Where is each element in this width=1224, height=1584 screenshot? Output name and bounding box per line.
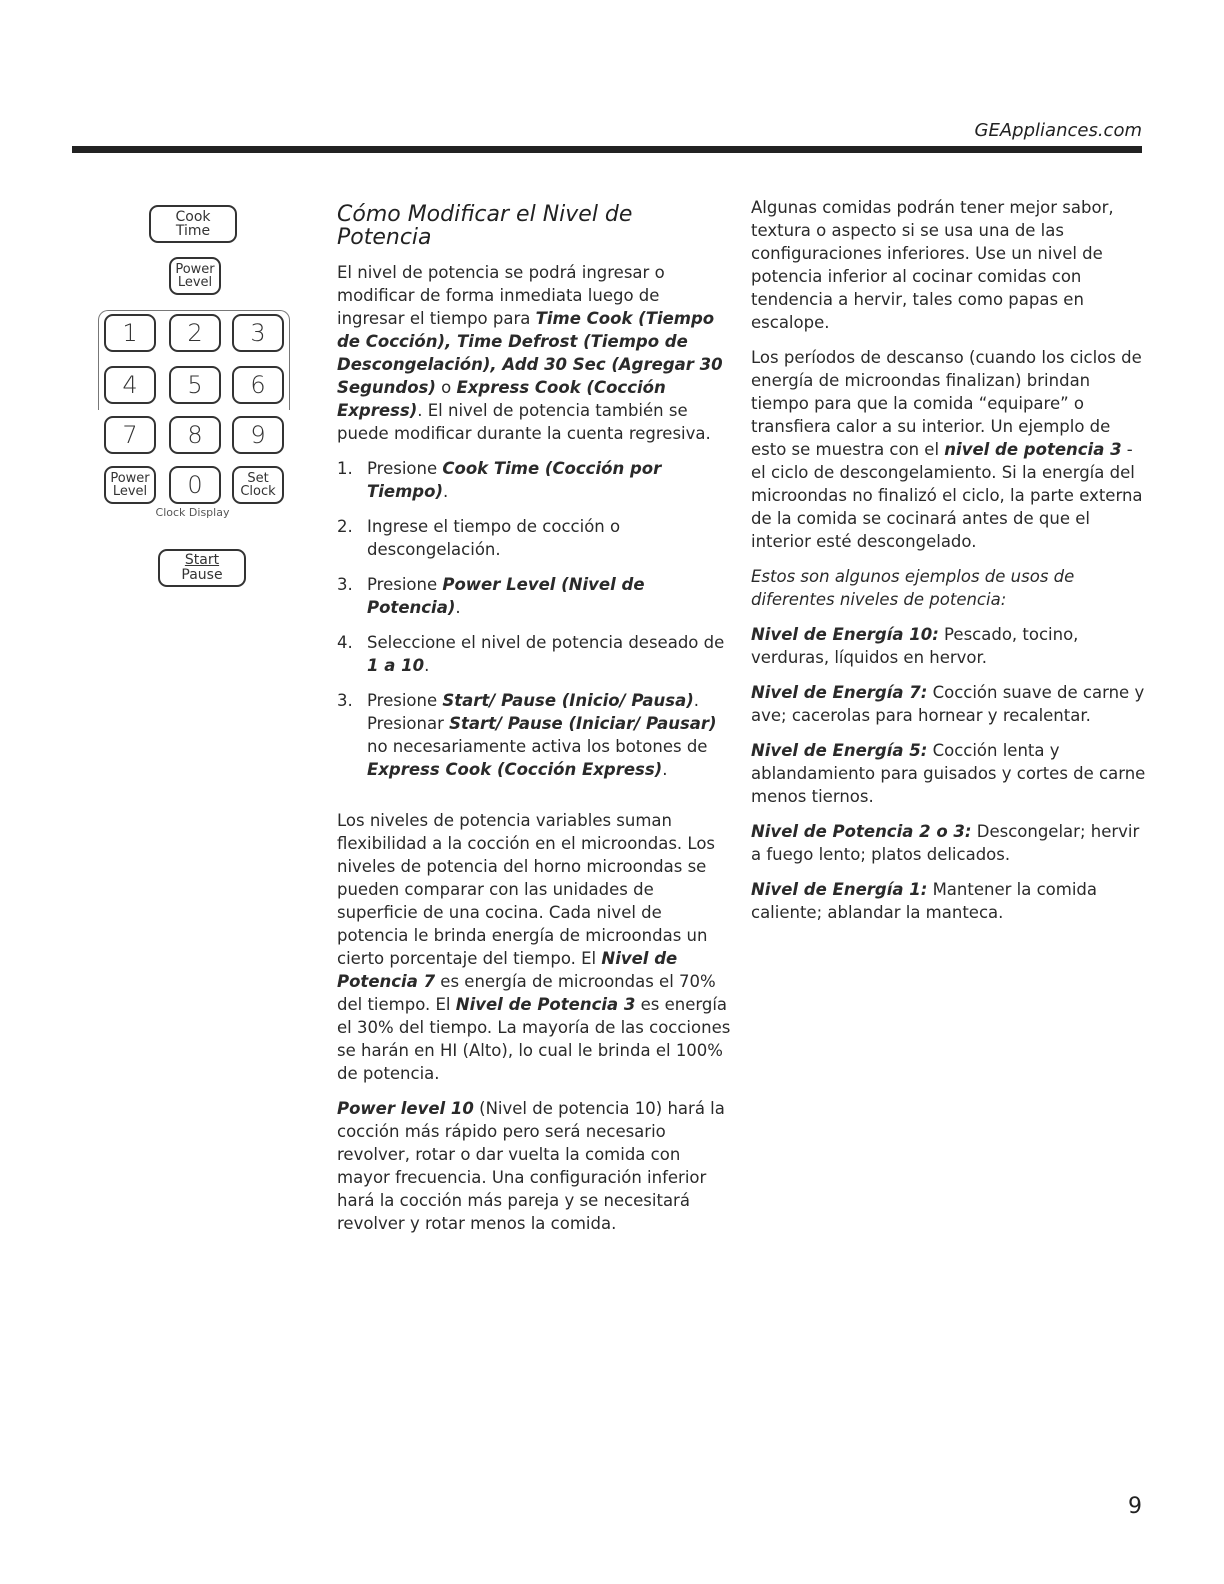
key-digit: 1 — [122, 319, 138, 347]
power-levels-paragraph: Los niveles de potencia variables suman flexibilidad a la cocción en el microondas. Los niveles de potencia del horno microondas se pueden comparar con las unidades de superficie de una cocina. Cada nivel de potencia le brinda energía de microondas un cierto porcentaje del tiempo. El Nivel de Potencia 7 es energía de microondas el 70% del tiempo. El Nivel de Potencia 3 es energía el 30% del tiempo. La mayoría de las cocciones se harán en HI (Alto), lo cual le brinda el 100% de potencia. — [337, 811, 731, 1083]
example-item: Nivel de Energía 1: Mantener la comida caliente; ablandar la manteca. — [751, 880, 1097, 922]
header-rule — [72, 146, 1142, 153]
example-item: Nivel de Potencia 2 o 3: Descongelar; hervir a fuego lento; platos delicados. — [751, 822, 1140, 864]
examples-intro: Estos son algunos ejemplos de usos de diferentes niveles de potencia: — [751, 567, 1075, 609]
key-label: Power — [175, 262, 215, 277]
digit-7-key — [104, 416, 156, 454]
power-level-key — [169, 257, 221, 295]
step-item: 3. Presione Start/ Pause (Inicio/ Pausa). Presionar Start/ Pause (Iniciar/ Pausar) no necesariamente activa los botones de Express Cook (Cocción Express). — [337, 691, 717, 779]
digit-4-key — [104, 366, 156, 404]
digit-2-key — [169, 314, 221, 352]
digit-8-key — [169, 416, 221, 454]
step-item: 2. Ingrese el tiempo de cocción o descongelación. — [337, 517, 621, 559]
key-digit: 6 — [250, 371, 266, 399]
example-item: Nivel de Energía 10: Pescado, tocino, verduras, líquidos en hervor. — [751, 625, 1079, 667]
lower-settings-paragraph: Algunas comidas podrán tener mejor sabor, textura o aspecto si se usa una de las configuraciones inferiores. Use un nivel de potencia inferior al cocinar comidas con tendencia a hervir, tales como papas en escalope. — [751, 198, 1114, 332]
key-label: Set — [247, 471, 269, 486]
example-item: Nivel de Energía 5: Cocción lenta y ablandamiento para guisados y cortes de carne menos tiernos. — [751, 741, 1146, 806]
key-label: Start — [184, 552, 220, 569]
key-label: Power — [110, 471, 150, 486]
page-number: 9 — [1128, 1494, 1142, 1519]
key-digit: 4 — [122, 371, 138, 399]
cook-time-key — [149, 205, 237, 243]
example-item: Nivel de Energía 7: Cocción suave de carne y ave; cacerolas para hornear y recalentar. — [751, 683, 1145, 725]
left-column — [337, 203, 732, 1247]
key-label: Clock — [240, 484, 276, 499]
digit-3-key — [232, 314, 284, 352]
key-digit: 8 — [187, 421, 203, 449]
steps-list — [337, 457, 732, 781]
key-label: Level — [177, 275, 213, 290]
digit-1-key — [104, 314, 156, 352]
digit-5-key — [169, 366, 221, 404]
key-digit: 9 — [250, 421, 266, 449]
section-title: Cómo Modificar el Nivel de Potencia — [337, 202, 633, 250]
step-item: 4. Seleccione el nivel de potencia deseado de 1 a 10. — [337, 633, 725, 675]
power-level-10-paragraph: Power level 10 (Nivel de potencia 10) hará la cocción más rápido pero será necesario revolver, rotar o dar vuelta la comida con mayor frecuencia. Una configuración inferior hará la cocción más pareja y se necesitará revolver y rotar menos la comida. — [337, 1099, 725, 1233]
right-column — [751, 196, 1146, 936]
power-level-key-bottom — [104, 466, 156, 504]
key-digit: 7 — [122, 421, 138, 449]
key-digit: 0 — [187, 471, 203, 499]
key-digit: 3 — [250, 319, 266, 347]
clock-display-label: Clock Display — [155, 506, 230, 519]
digit-9-key — [232, 416, 284, 454]
site-url: GEAppliances.com — [974, 120, 1142, 141]
digit-0-key — [169, 466, 221, 504]
key-label: Time — [175, 223, 211, 239]
key-label: Cook — [175, 209, 211, 225]
step-item: 3. Presione Power Level (Nivel de Potencia). — [337, 575, 645, 617]
key-digit: 2 — [187, 319, 203, 347]
key-label: Level — [112, 484, 148, 499]
start-pause-key — [158, 549, 246, 587]
key-label: Pause — [181, 567, 223, 583]
rest-periods-paragraph: Los períodos de descanso (cuando los ciclos de energía de microondas finalizan) brindan tiempo para que la comida “equipare” o transfiera calor a su interior. Un ejemplo de esto se muestra con el nivel de potencia 3 - el ciclo de descongelamiento. Si la energía del microondas no finalizó el ciclo, la parte externa de la comida se cocinará antes de que el interior esté descongelado. — [751, 348, 1143, 551]
digit-6-key — [232, 366, 284, 404]
step-item: 1. Presione Cook Time (Cocción por Tiempo). — [337, 459, 662, 501]
set-clock-key — [232, 466, 284, 504]
key-digit: 5 — [187, 371, 203, 399]
intro-paragraph: El nivel de potencia se podrá ingresar o modificar de forma inmediata luego de ingresar el tiempo para Time Cook (Tiempo de Cocción), Time Defrost (Tiempo de Descongelación), Add 30 Sec (Agregar 30 Segundos) o Express Cook (Cocción Express). El nivel de potencia también se puede modificar durante la cuenta regresiva. — [337, 263, 723, 443]
